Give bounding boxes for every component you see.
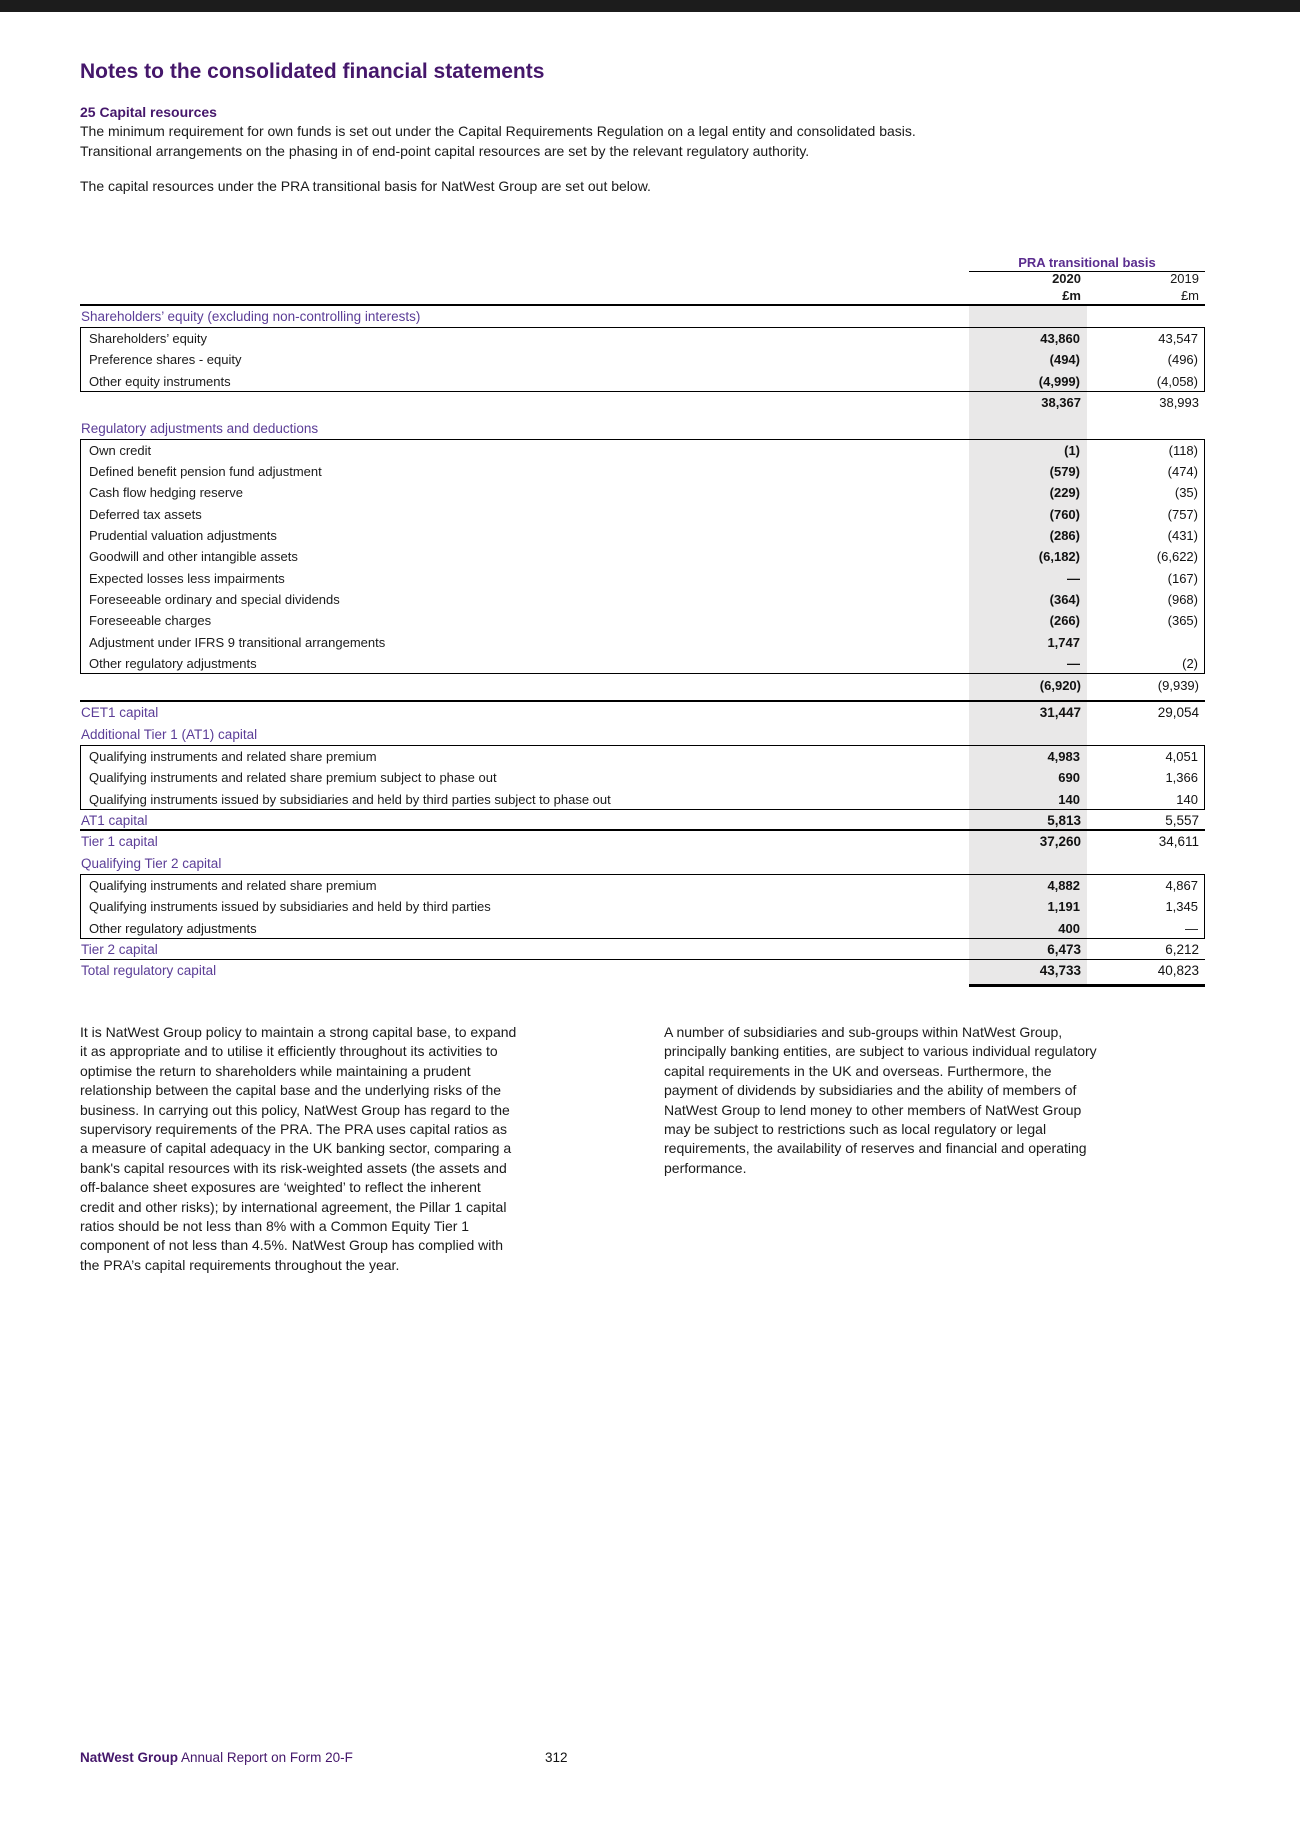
table-group-header-row <box>80 255 1205 270</box>
value-2020: 38,367 <box>1041 394 1081 410</box>
text-line: relationship between the capital base and the underlying risks of the <box>80 1082 502 1099</box>
text-line: the PRA’s capital requirements throughout the year. <box>80 1256 400 1273</box>
value-2019: (9,939) <box>1157 678 1199 694</box>
text-line: The minimum requirement for own funds is set out under the Capital Requirements Regulation on a legal entity and consolidated basis. <box>80 123 916 139</box>
table-row <box>80 546 1205 567</box>
value-2020: (6,920) <box>1039 678 1081 694</box>
value-2019: (167) <box>1167 570 1198 586</box>
text-line: may be subject to restrictions such as local regulatory or legal <box>664 1121 1047 1138</box>
value-2019 <box>1086 632 1204 653</box>
footer <box>80 1750 353 1765</box>
top-bar <box>0 0 1300 12</box>
table-row <box>80 349 1205 370</box>
value-2019: (757) <box>1167 506 1198 522</box>
table-row <box>80 632 1205 653</box>
row-label: Qualifying instruments and related share premium <box>89 878 377 894</box>
table-row <box>80 504 1205 525</box>
table-row <box>80 440 1205 461</box>
value-2019: (6,622) <box>1156 549 1198 565</box>
row-label: Other equity instruments <box>89 373 231 389</box>
value-2019: 29,054 <box>1157 705 1199 721</box>
value-2019: 40,823 <box>1157 962 1199 978</box>
value-2019 <box>1087 853 1205 874</box>
table-row <box>80 589 1205 610</box>
row-label: Qualifying Tier 2 capital <box>81 856 222 872</box>
row-label: Deferred tax assets <box>89 506 202 522</box>
text-line: capital requirements in the UK and overseas. Furthermore, the <box>664 1062 1052 1079</box>
table-row <box>80 371 1205 392</box>
total-closing-rule <box>969 984 1205 987</box>
value-2020: 43,860 <box>1040 331 1080 346</box>
value-2019: 4,051 <box>1165 749 1198 765</box>
value-2020: 4,882 <box>1047 878 1080 894</box>
value-2019: (2) <box>1182 655 1198 671</box>
row-label: Qualifying instruments and related share premium subject to phase out <box>89 770 497 786</box>
footer-brand: NatWest Group <box>80 1750 179 1765</box>
value-2020: — <box>1067 655 1080 671</box>
table-group-header: PRA transitional basis <box>969 255 1205 272</box>
year-header-row <box>80 270 1205 287</box>
text-line: a measure of capital adequacy in the UK banking sector, comparing a <box>80 1140 512 1157</box>
capital-resources-table <box>80 255 1205 987</box>
value-2019: (35) <box>1174 485 1198 501</box>
row-label: Defined benefit pension fund adjustment <box>89 464 322 480</box>
row-label: CET1 capital <box>81 705 159 721</box>
value-2020: 5,813 <box>1047 813 1081 829</box>
text-line: payment of dividends by subsidiaries and the ability of members of <box>664 1082 1077 1099</box>
table-lead-text: The capital resources under the PRA transitional basis for NatWest Group are set out below. <box>80 178 651 194</box>
table-row <box>80 918 1205 939</box>
row-label: Shareholders’ equity <box>89 331 208 346</box>
value-2020: (579) <box>1049 464 1080 480</box>
table-row <box>80 875 1205 896</box>
table-row <box>80 306 1205 328</box>
value-2020 <box>969 853 1087 874</box>
text-line: requirements, the availability of reserves and financial and operating <box>664 1140 1087 1157</box>
value-2020: (266) <box>1049 613 1080 629</box>
table-row <box>80 789 1205 810</box>
column-header-2019: 2019 <box>1170 271 1199 286</box>
value-2019 <box>1087 306 1205 327</box>
text-line: supervisory requirements of the PRA. The PRA uses capital ratios as <box>80 1121 507 1138</box>
text-line: optimise the return to shareholders while maintaining a prudent <box>80 1062 471 1079</box>
value-2019: 1,366 <box>1165 770 1198 786</box>
row-label: Adjustment under IFRS 9 transitional arrangements <box>89 634 386 650</box>
text-line: Transitional arrangements on the phasing in of end-point capital resources are set by the relevant regulatory authority. <box>80 143 810 159</box>
row-label: Foreseeable charges <box>89 613 212 629</box>
value-2019: 34,611 <box>1158 834 1199 850</box>
value-2020: (494) <box>1049 352 1080 368</box>
unit-header-row <box>80 287 1205 304</box>
value-2020 <box>969 418 1087 439</box>
text-line: NatWest Group to lend money to other members of NatWest Group <box>664 1101 1082 1118</box>
text-line: component of not less than 4.5%. NatWest Group has complied with <box>80 1237 504 1254</box>
value-2019: (118) <box>1168 442 1198 458</box>
table-row <box>80 461 1205 482</box>
value-2020: — <box>1067 570 1080 586</box>
table-row <box>80 674 1205 702</box>
row-label: Shareholders’ equity (excluding non-controlling interests) <box>81 309 421 324</box>
value-2019 <box>1087 418 1205 439</box>
value-2020: (760) <box>1049 506 1080 522</box>
table-row <box>80 767 1205 788</box>
table-row <box>80 482 1205 503</box>
table-row <box>80 896 1205 917</box>
value-2020: (6,182) <box>1038 549 1080 565</box>
column-header-2020: 2020 <box>1052 271 1081 286</box>
note-heading: 25 Capital resources <box>80 104 217 120</box>
row-label: Qualifying instruments and related share premium <box>89 749 377 765</box>
value-2020: 43,733 <box>1039 962 1081 978</box>
row-label: Preference shares - equity <box>89 352 242 368</box>
value-2019: (4,058) <box>1156 373 1198 389</box>
text-line: off-balance sheet exposures are ‘weighted’ to reflect the inherent <box>80 1179 481 1196</box>
value-2019: 140 <box>1176 791 1198 807</box>
value-2020: (1) <box>1064 442 1080 458</box>
text-line: ratios should be not less than 8% with a Common Equity Tier 1 <box>80 1218 470 1235</box>
table-row <box>80 525 1205 546</box>
value-2020: 6,473 <box>1047 941 1081 957</box>
table-row <box>80 418 1205 440</box>
table-row <box>80 392 1205 418</box>
page-title: Notes to the consolidated financial statements <box>80 60 545 83</box>
value-2019: 6,212 <box>1165 941 1199 957</box>
text-line: credit and other risks); by international agreement, the Pillar 1 capital <box>80 1198 507 1215</box>
value-2020: 140 <box>1058 791 1080 807</box>
row-label: Regulatory adjustments and deductions <box>81 420 319 436</box>
value-2020: 4,983 <box>1047 749 1080 765</box>
text-line: A number of subsidiaries and sub-groups within NatWest Group, <box>664 1024 1063 1040</box>
value-2019: (365) <box>1167 613 1198 629</box>
row-label: Total regulatory capital <box>81 962 217 978</box>
table-row <box>80 939 1205 960</box>
intro-paragraph <box>80 121 916 161</box>
text-line: principally banking entities, are subject to various individual regulatory <box>664 1043 1097 1060</box>
body-column-left <box>80 1023 658 1275</box>
text-line: performance. <box>664 1159 747 1176</box>
table-row <box>80 853 1205 875</box>
value-2020: (4,999) <box>1038 373 1080 389</box>
row-label: Prudential valuation adjustments <box>89 528 277 544</box>
row-label: Cash flow hedging reserve <box>89 485 243 501</box>
row-label: Other regulatory adjustments <box>89 655 257 671</box>
value-2019: 43,547 <box>1158 331 1198 346</box>
value-2019: (496) <box>1167 352 1198 368</box>
value-2020 <box>969 306 1087 327</box>
value-2020: 690 <box>1058 770 1080 786</box>
value-2019 <box>1087 724 1205 745</box>
unit-header-2020: £m <box>1062 288 1081 303</box>
value-2020: (364) <box>1049 591 1080 607</box>
body-column-right <box>664 1023 1242 1178</box>
row-label: Additional Tier 1 (AT1) capital <box>81 727 258 743</box>
text-line: it as appropriate and to utilise it efficiently throughout its activities to <box>80 1043 498 1060</box>
row-label: Expected losses less impairments <box>89 570 285 586</box>
row-label: Foreseeable ordinary and special dividends <box>89 591 340 607</box>
value-2019: 5,557 <box>1165 813 1199 829</box>
value-2019: 38,993 <box>1159 394 1199 410</box>
row-label <box>80 674 969 700</box>
value-2020 <box>969 724 1087 745</box>
row-label <box>80 392 969 418</box>
table-row <box>80 610 1205 631</box>
table-row <box>80 746 1205 767</box>
table-row <box>80 810 1205 831</box>
row-label: Tier 1 capital <box>81 834 158 850</box>
row-label: Qualifying instruments issued by subsidiaries and held by third parties subject to phase out <box>89 791 611 807</box>
table-row <box>80 702 1205 724</box>
value-2019: (968) <box>1167 591 1198 607</box>
row-label: Tier 2 capital <box>81 941 158 957</box>
row-label: Qualifying instruments issued by subsidiaries and held by third parties <box>89 899 491 915</box>
value-2019: (474) <box>1167 464 1198 480</box>
footer-report-title: Annual Report on Form 20-F <box>181 1750 353 1765</box>
table-row <box>80 831 1205 853</box>
value-2019: (431) <box>1167 528 1198 544</box>
table-body <box>80 306 1205 987</box>
text-line: business. In carrying out this policy, NatWest Group has regard to the <box>80 1101 510 1118</box>
row-label: Own credit <box>89 442 152 458</box>
row-label: Other regulatory adjustments <box>89 920 257 936</box>
value-2020: 1,747 <box>1047 634 1080 650</box>
value-2020: 37,260 <box>1039 834 1081 850</box>
row-label: AT1 capital <box>81 813 148 829</box>
table-row <box>80 724 1205 746</box>
unit-header-2019: £m <box>1180 288 1199 303</box>
page-number: 312 <box>545 1750 568 1765</box>
value-2020: 400 <box>1058 920 1080 936</box>
table-column-headers <box>80 270 1205 306</box>
table-row <box>80 328 1205 349</box>
table-row <box>80 960 1205 984</box>
table-row <box>80 653 1205 674</box>
value-2020: 31,447 <box>1039 705 1081 721</box>
value-2019: 1,345 <box>1165 899 1198 915</box>
text-line: It is NatWest Group policy to maintain a strong capital base, to expand <box>80 1024 517 1040</box>
value-2020: (229) <box>1049 485 1080 501</box>
table-row <box>80 568 1205 589</box>
value-2020: (286) <box>1049 528 1080 544</box>
row-label: Goodwill and other intangible assets <box>89 549 298 565</box>
text-line: bank's capital resources with its risk-weighted assets (the assets and <box>80 1159 507 1176</box>
value-2019: — <box>1185 920 1198 936</box>
value-2019: 4,867 <box>1165 878 1198 894</box>
value-2020: 1,191 <box>1047 899 1080 915</box>
